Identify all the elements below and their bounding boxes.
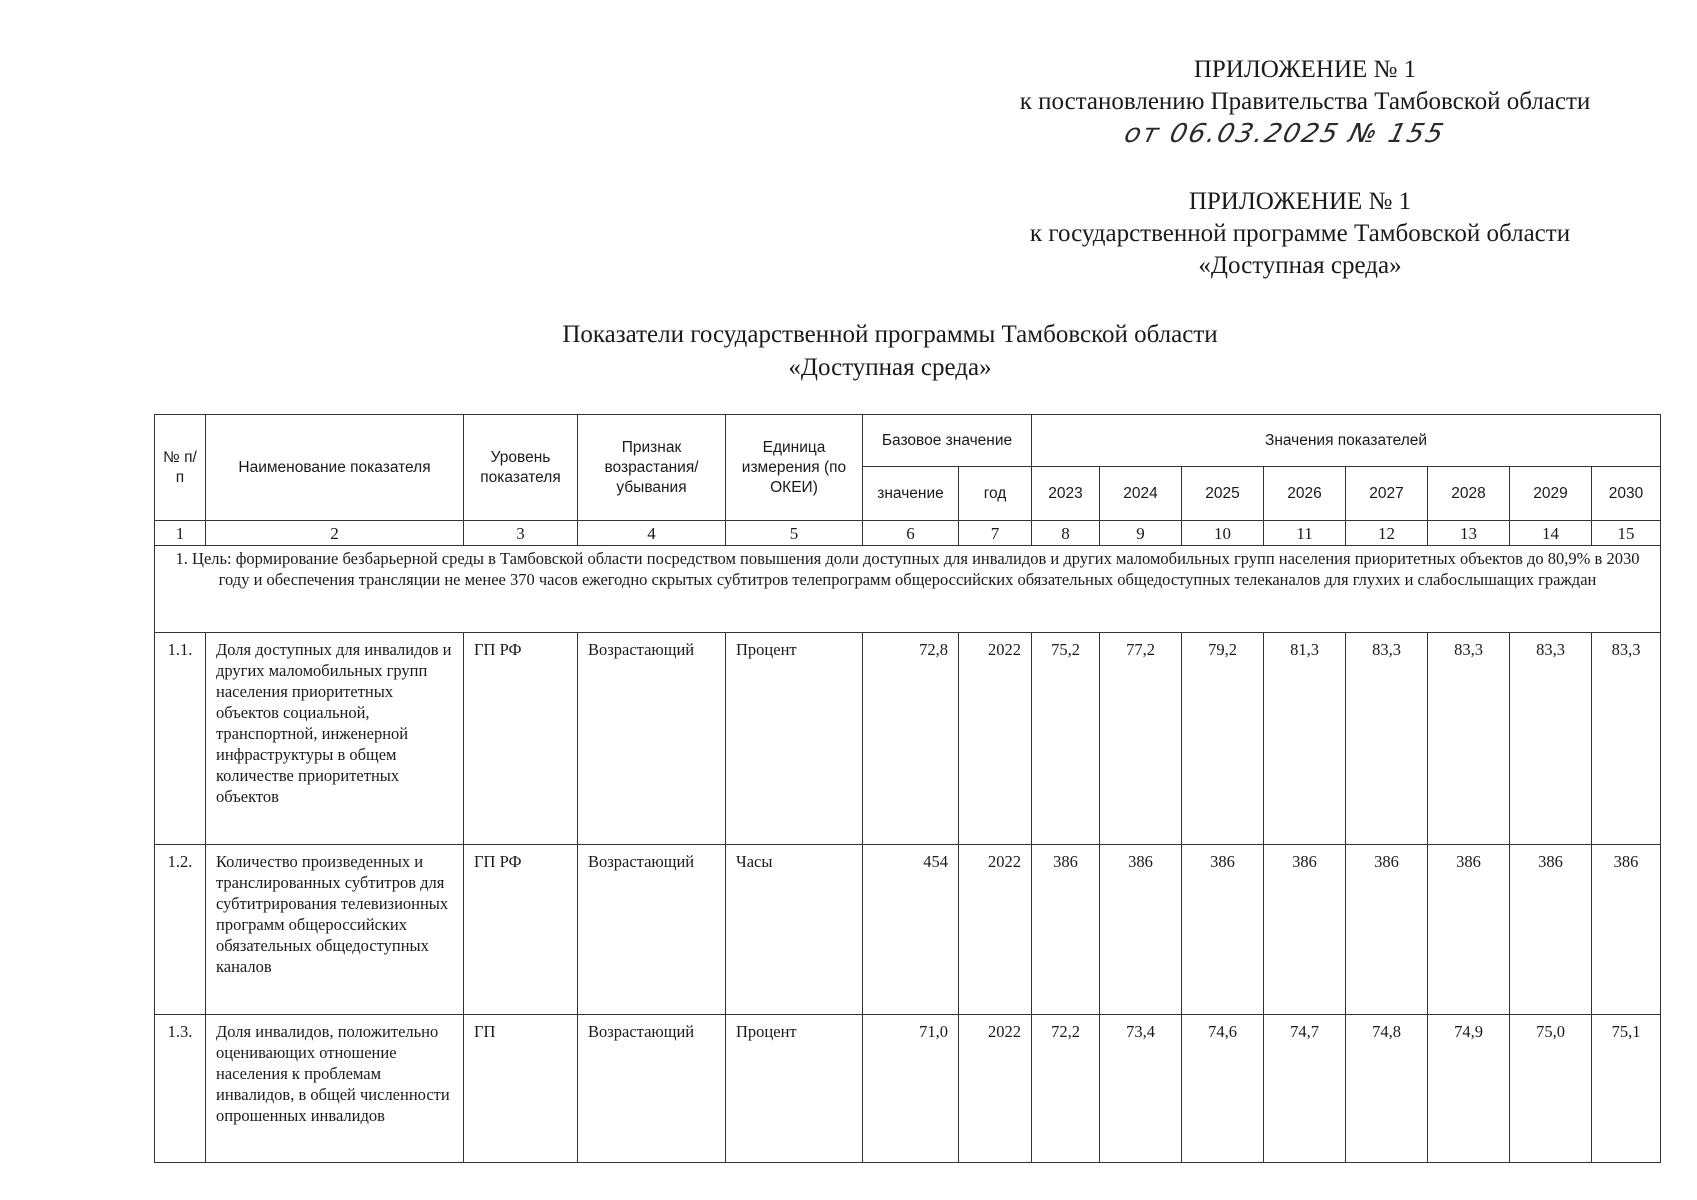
row-value: 386 xyxy=(1264,845,1346,1015)
row-value: 74,9 xyxy=(1428,1015,1510,1163)
goal-row: 1. Цель: формирование безбарьерной среды в Тамбовской области посредством повышения доли доступных для инвалидов и других маломобильных групп населения приоритетных объектов до 80,9% в 2030 году и обеспечения трансляции не менее 370 часов ежегодно скрытых субтитров телепрограмм общероссийских обязательных общедоступных телеканалов для глухих и слабослышащих граждан xyxy=(155,546,1661,633)
row-value: 75,0 xyxy=(1510,1015,1592,1163)
column-number: 2 xyxy=(206,521,464,546)
appendix-1-block xyxy=(965,54,1645,150)
table-row xyxy=(155,845,1661,1015)
appendix-2-line1: к государственной программе Тамбовской области xyxy=(1029,220,1571,247)
header-year: 2027 xyxy=(1346,467,1428,521)
header-year: 2026 xyxy=(1264,467,1346,521)
row-value: 75,1 xyxy=(1592,1015,1661,1163)
row-value: 79,2 xyxy=(1182,633,1264,845)
row-base-value: 454 xyxy=(863,845,959,1015)
table-row xyxy=(155,633,1661,845)
row-value: 83,3 xyxy=(1428,633,1510,845)
row-num: 1.1. xyxy=(155,633,206,845)
row-value: 75,2 xyxy=(1032,633,1100,845)
header-values: Значения показателей xyxy=(1032,415,1661,467)
row-level: ГП xyxy=(464,1015,578,1163)
header-base-value: значение xyxy=(863,467,959,521)
column-number: 12 xyxy=(1346,521,1428,546)
row-base-year: 2022 xyxy=(959,633,1032,845)
row-value: 386 xyxy=(1346,845,1428,1015)
appendix-2-line2: «Доступная среда» xyxy=(1198,252,1402,279)
document-title xyxy=(330,318,1450,384)
row-value: 74,6 xyxy=(1182,1015,1264,1163)
row-level: ГП РФ xyxy=(464,633,578,845)
document-title-line1: Показатели государственной программы Тамбовской области xyxy=(562,321,1218,348)
handwritten-signature: от 06.03.2025 № 155 xyxy=(1121,119,1449,149)
header-year: 2024 xyxy=(1100,467,1182,521)
header-unit: Единица измерения (по ОКЕИ) xyxy=(726,415,863,521)
row-base-value: 71,0 xyxy=(863,1015,959,1163)
row-num: 1.3. xyxy=(155,1015,206,1163)
header-year: 2029 xyxy=(1510,467,1592,521)
column-number: 15 xyxy=(1592,521,1661,546)
row-value: 386 xyxy=(1510,845,1592,1015)
row-base-year: 2022 xyxy=(959,845,1032,1015)
header-base: Базовое значение xyxy=(863,415,1032,467)
row-level: ГП РФ xyxy=(464,845,578,1015)
appendix-2-block xyxy=(965,186,1635,282)
column-number: 3 xyxy=(464,521,578,546)
column-number: 8 xyxy=(1032,521,1100,546)
row-unit: Процент xyxy=(726,1015,863,1163)
header-name: Наименование показателя xyxy=(206,415,464,521)
table-row xyxy=(155,1015,1661,1163)
header-level: Уровень показателя xyxy=(464,415,578,521)
row-base-value: 72,8 xyxy=(863,633,959,845)
row-value: 74,7 xyxy=(1264,1015,1346,1163)
row-unit: Процент xyxy=(726,633,863,845)
row-name: Доля инвалидов, положительно оценивающих отношение населения к проблемам инвалидов, в общей численности опрошенных инвалидов xyxy=(206,1015,464,1163)
row-value: 81,3 xyxy=(1264,633,1346,845)
row-sign: Возрастающий xyxy=(578,845,726,1015)
row-value: 386 xyxy=(1032,845,1100,1015)
column-number: 11 xyxy=(1264,521,1346,546)
row-value: 386 xyxy=(1428,845,1510,1015)
row-name: Доля доступных для инвалидов и других маломобильных групп населения приоритетных объектов социальной, транспортной, инженерной инфраструктуры в общем количестве приоритетных объектов xyxy=(206,633,464,845)
row-value: 77,2 xyxy=(1100,633,1182,845)
row-name: Количество произведенных и транслированных субтитров для субтитрирования телевизионных программ общероссийских обязательных общедоступных каналов xyxy=(206,845,464,1015)
column-number: 9 xyxy=(1100,521,1182,546)
document-title-line2: «Доступная среда» xyxy=(788,354,992,381)
column-number: 14 xyxy=(1510,521,1592,546)
row-value: 72,2 xyxy=(1032,1015,1100,1163)
row-value: 74,8 xyxy=(1346,1015,1428,1163)
row-value: 386 xyxy=(1100,845,1182,1015)
indicators-table xyxy=(154,414,1661,1163)
header-base-year: год xyxy=(959,467,1032,521)
row-value: 83,3 xyxy=(1592,633,1661,845)
row-value: 386 xyxy=(1592,845,1661,1015)
appendix-1-line: к постановлению Правительства Тамбовской области xyxy=(1019,88,1591,115)
appendix-2-title: ПРИЛОЖЕНИЕ № 1 xyxy=(1188,188,1412,215)
header-num: № п/п xyxy=(155,415,206,521)
row-value: 83,3 xyxy=(1510,633,1592,845)
column-number: 10 xyxy=(1182,521,1264,546)
row-base-year: 2022 xyxy=(959,1015,1032,1163)
column-number: 5 xyxy=(726,521,863,546)
column-number: 6 xyxy=(863,521,959,546)
row-num: 1.2. xyxy=(155,845,206,1015)
header-year: 2025 xyxy=(1182,467,1264,521)
column-number: 13 xyxy=(1428,521,1510,546)
row-sign: Возрастающий xyxy=(578,1015,726,1163)
column-number: 4 xyxy=(578,521,726,546)
row-value: 83,3 xyxy=(1346,633,1428,845)
appendix-1-title: ПРИЛОЖЕНИЕ № 1 xyxy=(1193,56,1417,83)
row-sign: Возрастающий xyxy=(578,633,726,845)
header-year: 2023 xyxy=(1032,467,1100,521)
column-number: 7 xyxy=(959,521,1032,546)
header-year: 2030 xyxy=(1592,467,1661,521)
header-year: 2028 xyxy=(1428,467,1510,521)
row-unit: Часы xyxy=(726,845,863,1015)
column-number: 1 xyxy=(155,521,206,546)
row-value: 386 xyxy=(1182,845,1264,1015)
header-sign: Признак возрастания/ убывания xyxy=(578,415,726,521)
row-value: 73,4 xyxy=(1100,1015,1182,1163)
